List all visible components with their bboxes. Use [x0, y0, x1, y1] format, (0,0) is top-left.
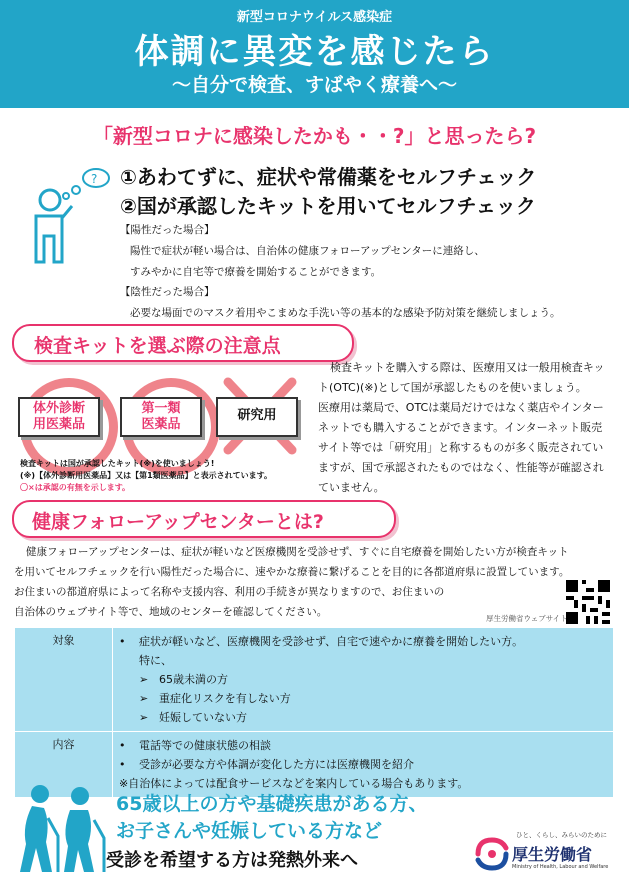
target-label: 対象 [15, 628, 113, 732]
positive-text-1: 陽性で症状が軽い場合は、自治体の健康フォローアップセンターに連絡し、 [130, 245, 485, 257]
logo-name: 厚生労働省 [512, 845, 593, 864]
kit-box-ivd-line1: 体外診断 [32, 401, 85, 416]
kit-body-line: ト(OTC)(※)として国が承認したものを使いましょう。 [318, 381, 587, 394]
svg-text:?: ? [91, 172, 98, 186]
kit-section-heading-text: 検査キットを選ぶ際の注意点 [34, 335, 281, 357]
mhlw-emblem-icon [472, 836, 512, 872]
kit-body-line: ますが、国で承認されたものではなく、性能等が確認され [318, 461, 604, 474]
positive-text-2: すみやかに自宅等で療養を開始することができます。 [130, 266, 382, 278]
kit-box-class1-line2: 医薬品 [141, 417, 181, 432]
center-body-line: を用いてセルフチェックを行い陽性だった場合に、速やかな療養に繋げることを目的に各都道府県に設置しています。 [14, 566, 570, 578]
kit-box-research [216, 397, 298, 437]
kit-body-line: ていません。 [318, 481, 385, 494]
kit-caption-1: 検査キットは国が承認したキット(※)を使いましょう! [20, 459, 215, 468]
content-cell: • 電話等での健康状態の相談 • 受診が必要な方や体調が変化した方には医療機関を紹介 ※自治体によっては配食サービスなどを案内している場合もあります。 [113, 732, 614, 798]
kit-section-heading [12, 324, 354, 362]
elderly-couple-icon [14, 782, 110, 874]
center-body-line: 自治体のウェブサイト等で、地域のセンターを確認してください。 [14, 606, 328, 618]
kit-box-research-label: 研究用 [237, 408, 277, 423]
positive-heading: 【陽性だった場合】 [120, 224, 215, 236]
qr-caption: 厚生労働省ウェブサイト [486, 614, 568, 623]
kit-box-class1 [120, 397, 202, 437]
footer-line-2: お子さんや妊娠している方など [116, 820, 383, 842]
kit-caption-3: 〇×は承認の有無を示します。 [20, 483, 131, 492]
center-body-line: 健康フォローアップセンターは、症状が軽いなど医療機関を受診せず、すぐに自宅療養を開始したい方が検査キット [26, 546, 569, 558]
kit-body-line: サイト等では「研究用」と称するものが多く販売されてい [318, 441, 604, 454]
target-main: 症状が軽いなど、医療機関を受診せず、自宅で速やかに療養を開始したい方。 [139, 635, 524, 648]
kit-box-class1-line1: 第一類 [141, 401, 181, 416]
logo-tagline: ひと、くらし、みらいのために [516, 831, 607, 839]
step-2: ②国が承認したキットを用いてセルフチェック [120, 194, 536, 218]
footer-line-3: 受診を希望する方は発熱外来へ [106, 850, 358, 871]
negative-heading: 【陰性だった場合】 [120, 286, 215, 298]
thinking-person-icon [14, 160, 114, 270]
target-cell: • 症状が軽いなど、医療機関を受診せず、自宅で速やかに療養を開始したい方。 特に、 ➢ 65歳未満の方 ➢ 重症化リスクを有しない方 ➢ 妊娠していない方 [113, 628, 614, 732]
target-item: 妊娠していない方 [159, 711, 247, 724]
content-item: 受診が必要な方や体調が変化した方には医療機関を紹介 [139, 758, 414, 771]
kit-body-text [318, 358, 624, 498]
step-1: ①あわてずに、症状や常備薬をセルフチェック [120, 165, 537, 189]
logo-english: Ministry of Health, Labour and Welfare [512, 864, 609, 870]
table-row [15, 628, 614, 732]
target-item: 65歳未満の方 [159, 673, 228, 686]
footer-line-1: 65歳以上の方や基礎疾患がある方、 [116, 793, 428, 815]
target-especially: 特に、 [139, 654, 172, 667]
page-title: 体調に異変を感じたら [134, 32, 495, 72]
info-table [14, 627, 614, 798]
negative-text: 必要な場面でのマスク着用やこまめな手洗い等の基本的な感染予防対策を継続しましょう。 [130, 307, 561, 319]
question-heading: 「新型コロナに感染したかも・・?」と思ったら? [92, 124, 537, 148]
target-item: 重症化リスクを有しない方 [159, 692, 291, 705]
content-label: 内容 [15, 732, 113, 798]
center-body-line: お住まいの都道府県によって名称や支援内容、利用の手続きが異なりますので、お住まいの [14, 586, 445, 598]
kit-box-ivd-line2: 用医薬品 [32, 417, 85, 432]
kit-box-ivd [18, 397, 100, 437]
header-subtitle: 〜自分で検査、すばやく療養へ〜 [171, 74, 457, 96]
kit-body-line: ネットでも購入することができます。インターネット販売 [318, 421, 603, 434]
center-body-text [14, 542, 624, 622]
center-section-heading [12, 500, 396, 538]
kit-body-line: 検査キットを購入する際は、医療用又は一般用検査キッ [330, 361, 605, 374]
content-item: 電話等での健康状態の相談 [139, 739, 271, 752]
kit-caption-2: (※)【体外診断用医薬品】又は【第1類医薬品】と表示されています。 [20, 471, 273, 480]
center-section-heading-text: 健康フォローアップセンターとは? [32, 511, 324, 533]
content-note: ※自治体によっては配食サービスなどを案内している場合もあります。 [119, 777, 469, 790]
header-banner [0, 0, 629, 108]
kit-caption [20, 458, 272, 494]
qr-code-icon[interactable] [566, 580, 610, 624]
kit-body-line: 医療用は薬局で、OTCは薬局だけではなく薬店やインター [318, 401, 604, 414]
header-subtitle-top: 新型コロナウイルス感染症 [236, 10, 393, 25]
